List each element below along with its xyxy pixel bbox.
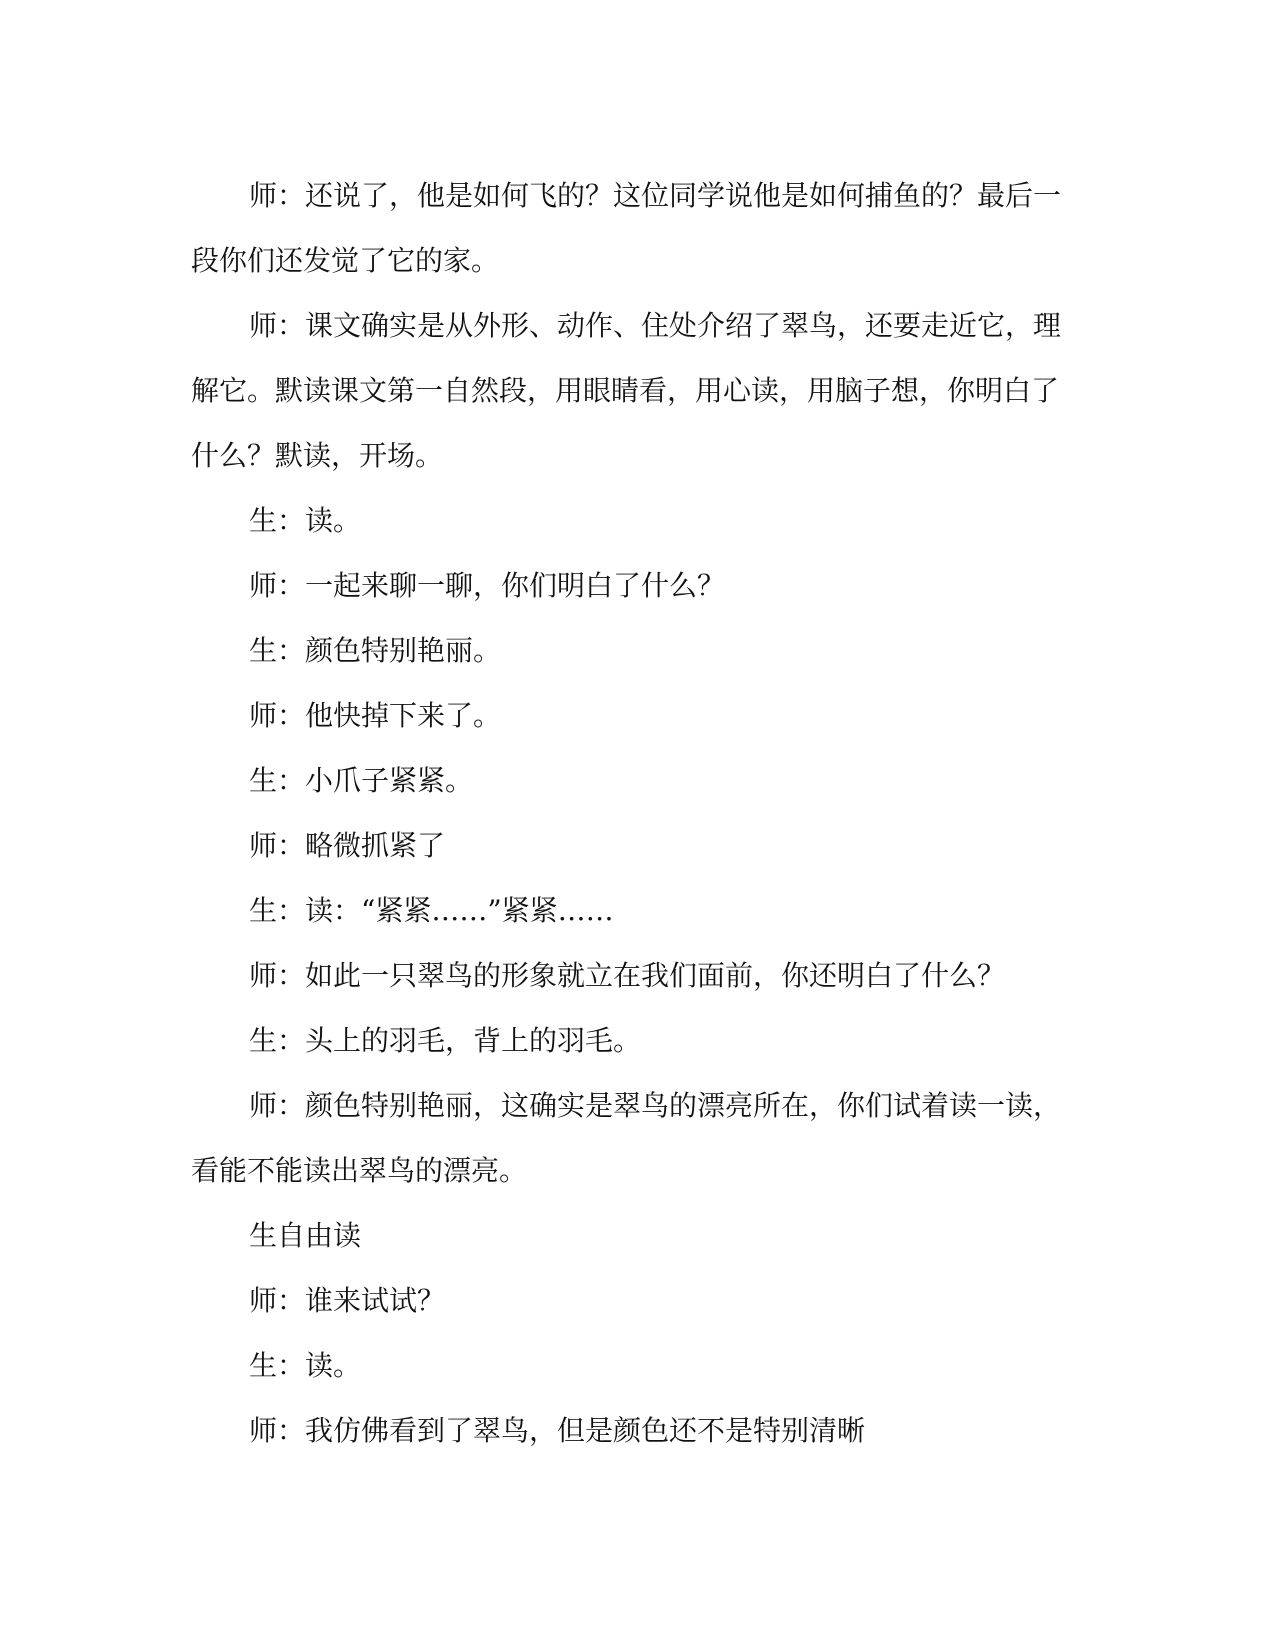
paragraph-12: 师：颜色特别艳丽，这确实是翠鸟的漂亮所在，你们试着读一读，看能不能读出翠鸟的漂亮。	[191, 1089, 1062, 1187]
paragraph-7: 生：小爪子紧紧。	[249, 764, 474, 797]
paragraph-4: 师：一起来聊一聊，你们明白了什么？	[249, 569, 726, 602]
paragraph-9: 生：读：“紧紧……”紧紧……	[249, 894, 614, 927]
document-body	[191, 163, 1081, 1463]
paragraph-11: 生：头上的羽毛，背上的羽毛。	[249, 1024, 642, 1057]
paragraph-2: 师：课文确实是从外形、动作、住处介绍了翠鸟，还要走近它，理解它。默读课文第一自然段，用眼睛看，用心读，用脑子想，你明白了什么？默读，开场。	[191, 309, 1062, 472]
paragraph-15: 生：读。	[249, 1349, 362, 1382]
paragraph-14: 师：谁来试试？	[249, 1284, 446, 1317]
paragraph-3: 生：读。	[249, 504, 362, 537]
paragraph-5: 生：颜色特别艳丽。	[249, 634, 502, 667]
paragraph-16: 师：我仿佛看到了翠鸟，但是颜色还不是特别清晰	[249, 1414, 866, 1447]
paragraph-6: 师：他快掉下来了。	[249, 699, 502, 732]
paragraph-1: 师：还说了，他是如何飞的？这位同学说他是如何捕鱼的？最后一段你们还发觉了它的家。	[191, 179, 1062, 277]
paragraph-10: 师：如此一只翠鸟的形象就立在我们面前，你还明白了什么？	[249, 959, 1006, 992]
paragraph-13: 生自由读	[249, 1219, 362, 1252]
paragraph-8: 师：略微抓紧了	[249, 829, 446, 862]
